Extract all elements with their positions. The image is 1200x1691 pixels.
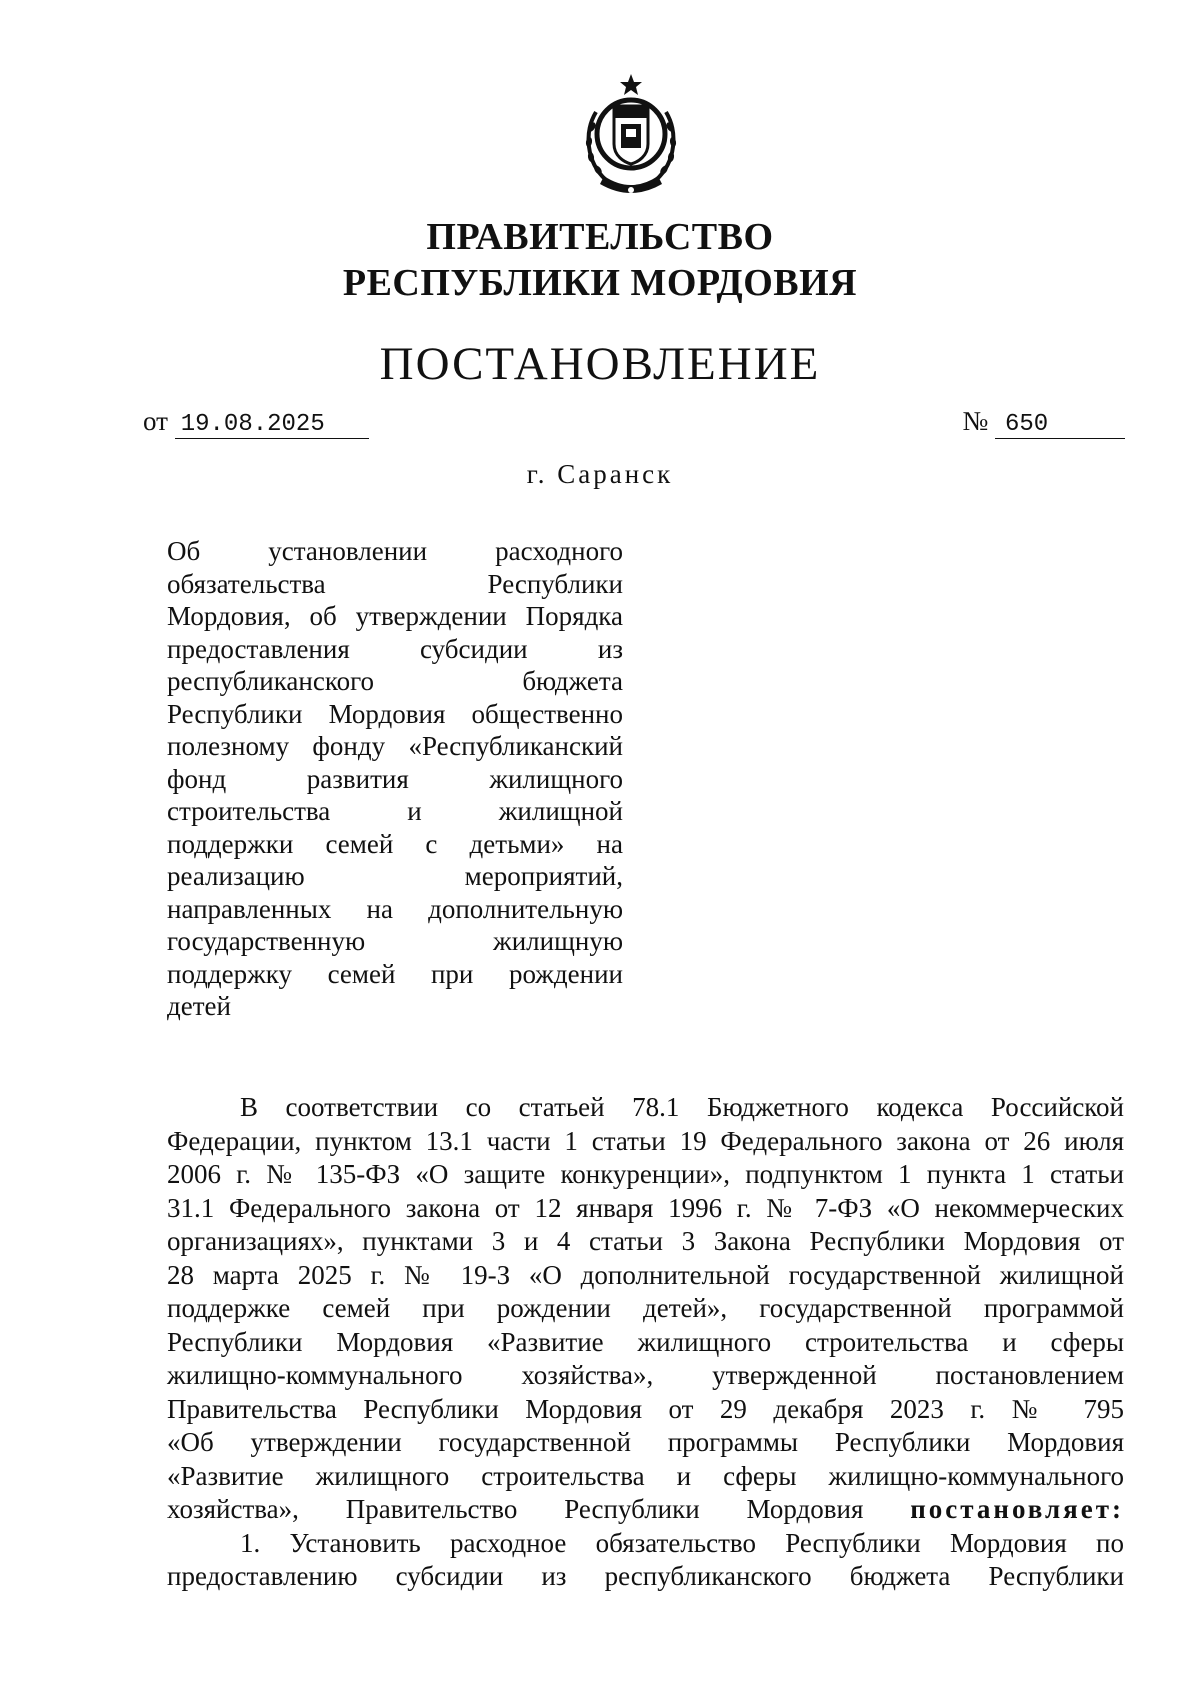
subject-line: государственную жилищную bbox=[167, 926, 623, 956]
subject-line: направленных на дополнительную bbox=[167, 893, 623, 924]
body-line-final bbox=[167, 1493, 1124, 1527]
subject-line: полезному фонду «Республиканский bbox=[167, 731, 623, 761]
org-line-1: ПРАВИТЕЛЬСТВО bbox=[426, 216, 774, 258]
body-line: 31.1 Федерального закона от 12 января 1996 г. № 7-ФЗ «О некоммерческих bbox=[167, 1192, 1124, 1223]
city: г. Саранск bbox=[526, 459, 674, 489]
coat-of-arms-emblem bbox=[576, 72, 686, 198]
number-line bbox=[962, 405, 1125, 439]
subject-line: Республики Мордовия общественно bbox=[167, 698, 623, 729]
body-line: поддержке семей при рождении детей», государственной программой bbox=[167, 1293, 1124, 1323]
document-type-title: ПОСТАНОВЛЕНИЕ bbox=[379, 338, 821, 390]
org-line-2: РЕСПУБЛИКИ МОРДОВИЯ bbox=[342, 262, 858, 304]
subject-line: обязательства Республики bbox=[167, 568, 623, 599]
subject-line: Об установлении расходного bbox=[167, 536, 623, 566]
number-prefix: № bbox=[962, 406, 989, 436]
item-1-line: 1. Установить расходное обязательство Республики Мордовия по bbox=[240, 1527, 1124, 1558]
date-line bbox=[143, 405, 369, 439]
body-line: «Развитие жилищного строительства и сферы жилищно-коммунального bbox=[167, 1460, 1124, 1491]
subject-line: фонд развития жилищного bbox=[167, 763, 623, 794]
organization-name bbox=[0, 214, 1200, 306]
subject-line: реализацию мероприятий, bbox=[167, 861, 623, 891]
body-line: 28 марта 2025 г. № 19-З «О дополнительной государственной жилищной bbox=[167, 1259, 1124, 1290]
document-body bbox=[167, 1091, 1124, 1594]
body-line: жилищно-коммунального хозяйства», утвержденной постановлением bbox=[167, 1360, 1124, 1390]
subject-line: республиканского бюджета bbox=[167, 666, 623, 696]
subject-line: строительства и жилищной bbox=[167, 796, 623, 826]
date-value: 19.08.2025 bbox=[175, 412, 369, 439]
body-line: 2006 г. № 135-ФЗ «О защите конкуренции», подпунктом 1 пункта 1 статьи bbox=[167, 1159, 1124, 1189]
subject-line: предоставления субсидии из bbox=[167, 633, 623, 664]
number-value: 650 bbox=[995, 412, 1125, 439]
date-prefix: от bbox=[143, 406, 168, 436]
body-line: «Об утверждении государственной программы Республики Мордовия bbox=[167, 1427, 1124, 1457]
subject-line: Мордовия, об утверждении Порядка bbox=[167, 601, 623, 631]
body-line-final-text: хозяйства», Правительство Республики Мордовия bbox=[167, 1494, 911, 1524]
body-line: Федерации, пунктом 13.1 части 1 статьи 19 Федерального закона от 26 июля bbox=[167, 1125, 1124, 1156]
document-subject bbox=[167, 535, 623, 1023]
subject-line: детей bbox=[167, 991, 231, 1021]
item-1-line: предоставлению субсидии из республиканского бюджета Республики bbox=[167, 1561, 1124, 1591]
subject-line: поддержки семей с детьми» на bbox=[167, 828, 623, 859]
body-line: организациях», пунктами 3 и 4 статьи 3 Закона Республики Мордовия от bbox=[167, 1226, 1124, 1256]
decree-word: постановляет: bbox=[910, 1494, 1124, 1524]
body-line: В соответствии со статьей 78.1 Бюджетного кодекса Российской bbox=[240, 1092, 1124, 1122]
body-line: Правительства Республики Мордовия от 29 декабря 2023 г. № 795 bbox=[167, 1393, 1124, 1424]
body-line: Республики Мордовия «Развитие жилищного строительства и сферы bbox=[167, 1326, 1124, 1357]
subject-line: поддержку семей при рождении bbox=[167, 958, 623, 989]
